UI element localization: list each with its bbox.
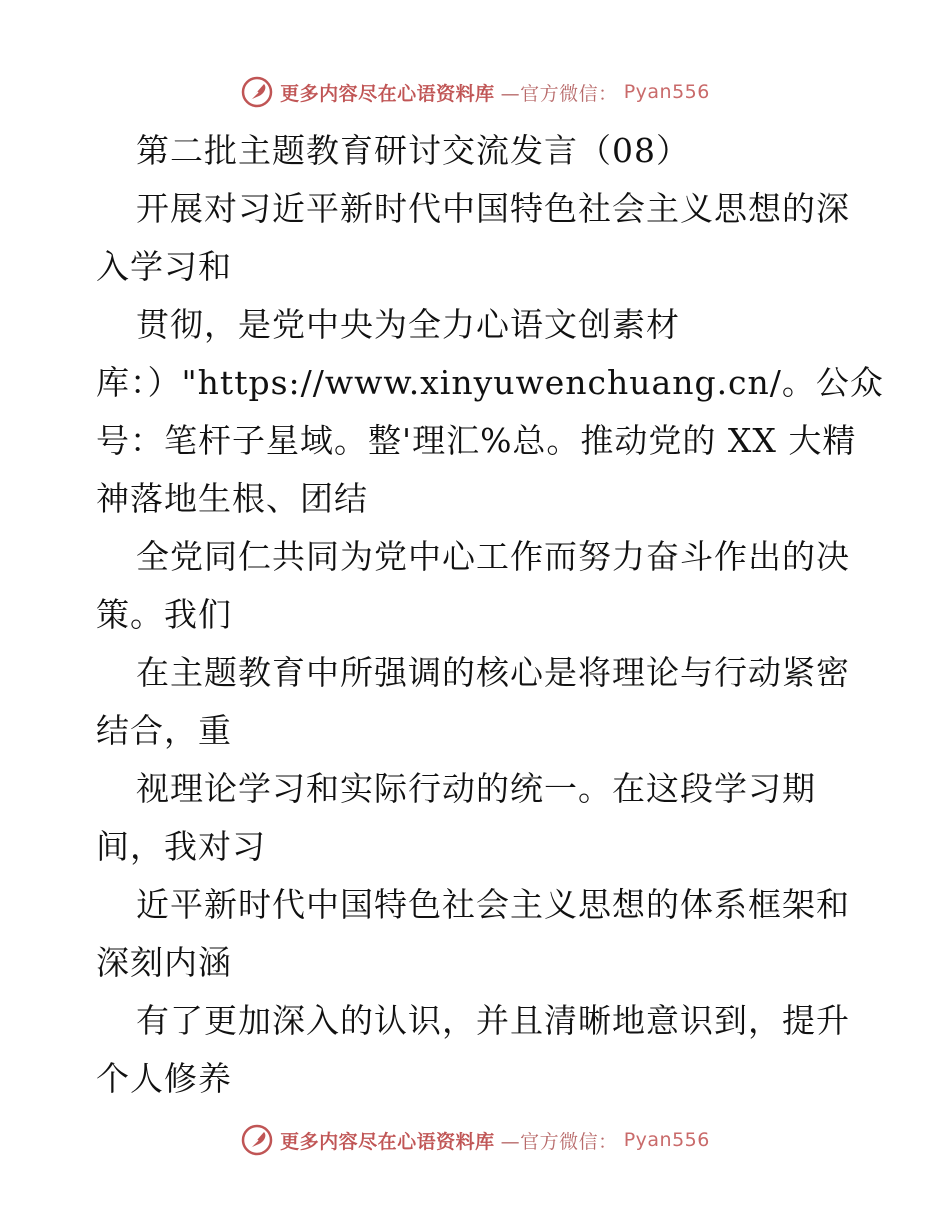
document-line: 入学习和 [96,247,232,286]
footer-watermark-banner [0,1118,950,1162]
feather-pen-logo-icon [240,1123,274,1157]
banner-content [240,1123,710,1157]
banner-content [240,75,710,109]
document-line: 神落地生根、团结 [96,479,368,518]
header-watermark-banner [0,70,950,114]
document-line: 在主题教育中所强调的核心是将理论与行动紧密 [136,653,850,692]
banner-title: 更多内容尽在心语资料库 [280,82,495,105]
document-line: 间，我对习 [96,827,266,866]
feather-pen-logo-icon [240,75,274,109]
document-line: 开展对习近平新时代中国特色社会主义思想的深 [136,189,850,228]
document-line: 库：）"https://www.xinyuwenchuang.cn/。公众 [96,363,884,402]
document-line: 结合，重 [96,711,232,750]
banner-wechat-label: —官方微信： [500,1130,618,1153]
document-line: 近平新时代中国特色社会主义思想的体系框架和 [136,885,850,924]
document-line: 视理论学习和实际行动的统一。在这段学习期 [136,769,816,808]
document-line: 全党同仁共同为党中心工作而努力奋斗作出的决 [136,537,850,576]
document-body [96,122,884,1108]
document-line: 第二批主题教育研讨交流发言（08） [136,131,690,170]
banner-wechat-id: Pyan556 [623,1129,710,1151]
banner-wechat-label: —官方微信： [500,82,618,105]
document-line: 有了更加深入的认识，并且清晰地意识到，提升 [136,1001,850,1040]
banner-wechat-id: Pyan556 [623,81,710,103]
banner-title: 更多内容尽在心语资料库 [280,1130,495,1153]
document-line: 个人修养 [96,1059,232,1098]
document-line: 号：笔杆子星域。整'理汇%总。推动党的 XX 大精 [96,421,857,460]
document-line: 贯彻，是党中央为全力心语文创素材 [136,305,680,344]
document-line: 深刻内涵 [96,943,232,982]
document-line: 策。我们 [96,595,232,634]
